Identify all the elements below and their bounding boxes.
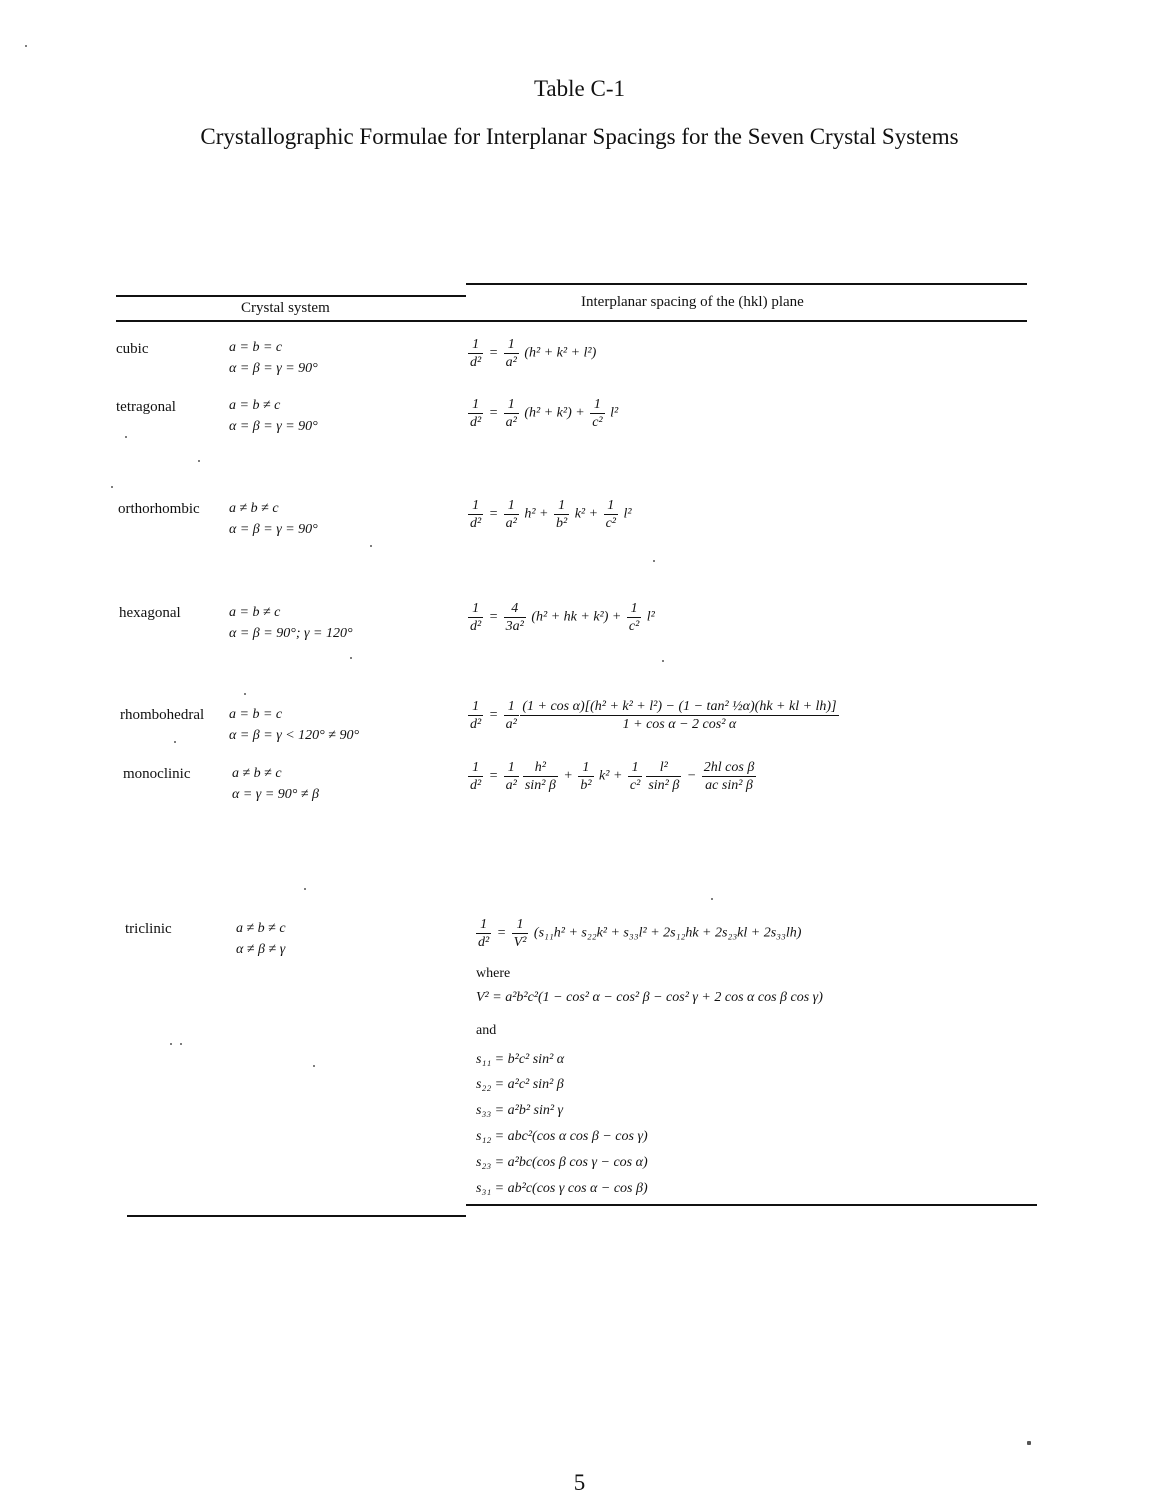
fraction: $\frac{1}{\text{d²}}$ xyxy=(470,397,482,430)
spacing-formula: $\frac{1}{\text{d²}}$ = $\frac{1}{\text{a²}}$ (h² + k²) + $\frac{1}{\text{c²}}$ l² xyxy=(470,397,619,430)
angle-relation: α = β = γ = 90° xyxy=(229,361,318,376)
fraction: $\frac{1}{\text{a²}}$ xyxy=(505,699,517,732)
fraction: $\frac{4}{\text{3a²}}$ xyxy=(505,601,524,634)
fraction: $\frac{1}{\text{a²}}$ xyxy=(505,498,517,531)
fraction: $\frac{1}{\text{c²}}$ xyxy=(592,397,603,430)
spacing-formula: $\frac{1}{\text{d²}}$ = $\frac{1}{\text{a²}}$ $\frac{\text{h²}}{\text{sin² β}}$ + $\frac{1}{\text{b²}}$ k² + $\frac{1}{\text{c²}}$ $\frac{\text{l²}}{\text{sin² β}}$ − $\frac{\text{2hl cos β}}{\text{ac sin² β}}$ xyxy=(470,760,755,793)
axis-relation: a ≠ b ≠ c xyxy=(232,766,282,781)
table-bottom-rule-left xyxy=(127,1215,466,1217)
spacing-formula: $\frac{1}{\text{d²}}$ = $\frac{1}{\text{a²}}$ h² + $\frac{1}{\text{b²}}$ k² + $\frac{1}{\text{c²}}$ l² xyxy=(470,498,632,531)
system-name: tetragonal xyxy=(116,399,176,415)
scan-speck xyxy=(370,545,372,547)
axis-relation: a = b ≠ c xyxy=(229,398,281,413)
fraction: $\frac{1}{\text{c²}}$ xyxy=(628,601,640,634)
column-header-crystal-system: Crystal system xyxy=(241,300,330,316)
scan-speck xyxy=(174,741,176,743)
spacing-formula: $\frac{1}{\text{d²}}$ = $\frac{1}{\text{V²}}$ (s₁₁h² + s₂₂k² + s₃₃l² + 2s₁₂hk + 2s₂₃kl + 2s₃₃lh) xyxy=(478,917,802,950)
axis-relation: a = b = c xyxy=(229,340,283,355)
scan-speck xyxy=(244,693,246,695)
angle-relation: α = β = 90°; γ = 120° xyxy=(229,626,353,641)
table-title: Crystallographic Formulae for Interplanar Spacings for the Seven Crystal Systems xyxy=(200,124,959,149)
s-term: s₁₁ = b²c² sin² α xyxy=(476,1052,565,1067)
fraction: $\frac{1}{\text{d²}}$ xyxy=(470,337,482,370)
table-label: Table C-1 xyxy=(533,76,625,101)
page-number: 5 xyxy=(573,1470,586,1495)
spacing-formula: $\frac{1}{\text{d²}}$ = $\frac{1}{\text{a²}}$ (h² + k² + l²) xyxy=(470,337,597,370)
fraction: $\frac{1}{\text{a²}}$ xyxy=(505,760,517,793)
scan-speck xyxy=(313,1065,315,1067)
s-term: s₃₃ = a²b² sin² γ xyxy=(476,1103,564,1118)
fraction: $\frac{1}{\text{d²}}$ xyxy=(470,760,482,793)
axis-relation: a ≠ b ≠ c xyxy=(229,501,279,516)
s-term: s₁₂ = abc²(cos α cos β − cos γ) xyxy=(476,1129,648,1144)
scan-speck xyxy=(653,560,655,562)
scan-speck xyxy=(125,436,127,438)
scan-speck xyxy=(1027,1441,1031,1445)
fraction: $\frac{1}{\text{c²}}$ xyxy=(629,760,641,793)
angle-relation: α = β = γ < 120° ≠ 90° xyxy=(229,728,360,743)
scan-speck xyxy=(180,1043,182,1045)
system-name: cubic xyxy=(116,341,149,357)
axis-relation: a = b ≠ c xyxy=(229,605,281,620)
spacing-formula: $\frac{1}{\text{d²}}$ = $\frac{4}{\text{3a²}}$ (h² + hk + k²) + $\frac{1}{\text{c²}}$ l² xyxy=(470,601,655,634)
spacing-formula: $\frac{1}{\text{d²}}$ = $\frac{1}{\text{a²}}$ $\frac{\text{(1 + cos α)[(h² + k² + l²) − (1 − tan² ½α)(hk + kl + lh)]}}{\text{1 + cos α − 2 cos² α}}$ xyxy=(470,699,837,732)
table-header-top-rule xyxy=(116,295,466,297)
system-name: orthorhombic xyxy=(118,501,200,517)
system-name: monoclinic xyxy=(123,766,191,782)
axis-relation: a = b = c xyxy=(229,707,283,722)
angle-relation: α ≠ β ≠ γ xyxy=(236,942,286,957)
scan-speck xyxy=(111,486,113,488)
system-name: triclinic xyxy=(125,921,172,937)
system-name: hexagonal xyxy=(119,605,181,621)
fraction: $\frac{1}{\text{a²}}$ xyxy=(505,337,517,370)
volume-equation: V² = a²b²c²(1 − cos² α − cos² β − cos² γ + 2 cos α cos β cos γ) xyxy=(476,990,823,1005)
fraction: $\frac{\text{2hl cos β}}{\text{ac sin² β}}$ xyxy=(703,760,755,793)
scan-speck xyxy=(170,1043,172,1045)
fraction: $\frac{1}{\text{b²}}$ xyxy=(580,760,592,793)
fraction: $\frac{1}{\text{d²}}$ xyxy=(470,601,482,634)
fraction: $\frac{1}{\text{d²}}$ xyxy=(478,917,490,950)
column-header-interplanar-spacing: Interplanar spacing of the (hkl) plane xyxy=(581,294,804,310)
scan-speck xyxy=(350,657,352,659)
s-term: s₂₂ = a²c² sin² β xyxy=(476,1077,564,1092)
fraction: $\frac{\text{(1 + cos α)[(h² + k² + l²) − (1 − tan² ½α)(hk + kl + lh)]}}{\text{1 + cos α − 2 cos² α}}$ xyxy=(522,699,837,732)
fraction: $\frac{1}{\text{d²}}$ xyxy=(470,699,482,732)
fraction: $\frac{\text{h²}}{\text{sin² β}}$ xyxy=(524,760,556,793)
scan-speck xyxy=(25,45,27,47)
where-label: where xyxy=(476,966,511,981)
and-label: and xyxy=(476,1023,497,1038)
scan-speck xyxy=(711,898,713,900)
s-term: s₂₃ = a²bc(cos β cos γ − cos α) xyxy=(476,1155,648,1170)
fraction: $\frac{1}{\text{V²}}$ xyxy=(513,917,527,950)
fraction: $\frac{1}{\text{d²}}$ xyxy=(470,498,482,531)
scan-speck xyxy=(304,888,306,890)
fraction: $\frac{1}{\text{a²}}$ xyxy=(505,397,517,430)
s-term: s₃₁ = ab²c(cos γ cos α − cos β) xyxy=(476,1181,648,1196)
fraction: $\frac{\text{l²}}{\text{sin² β}}$ xyxy=(648,760,680,793)
angle-relation: α = β = γ = 90° xyxy=(229,419,318,434)
fraction: $\frac{1}{\text{b²}}$ xyxy=(556,498,568,531)
fraction: $\frac{1}{\text{c²}}$ xyxy=(605,498,616,531)
angle-relation: α = γ = 90° ≠ β xyxy=(232,787,320,802)
system-name: rhombohedral xyxy=(120,707,205,723)
table-header-bottom-rule xyxy=(116,320,1027,322)
axis-relation: a ≠ b ≠ c xyxy=(236,921,286,936)
table-bottom-rule xyxy=(466,1204,1037,1206)
scan-speck xyxy=(662,660,664,662)
angle-relation: α = β = γ = 90° xyxy=(229,522,318,537)
table-top-rule xyxy=(466,283,1027,285)
scan-speck xyxy=(198,460,200,462)
